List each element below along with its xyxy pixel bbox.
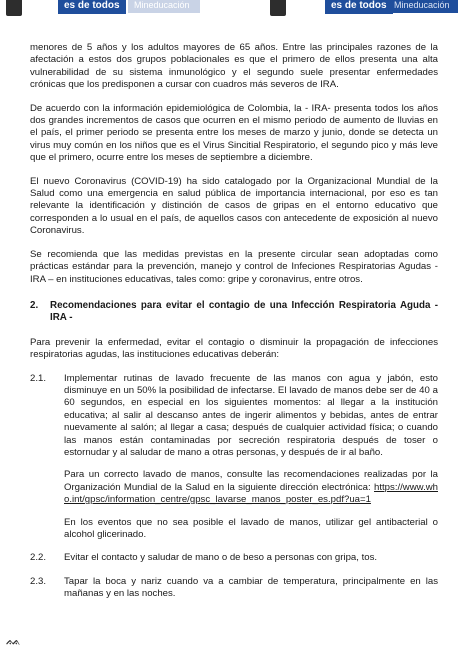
item-body [64, 552, 438, 564]
item-number: 2.2. [30, 552, 47, 564]
item-body [64, 373, 438, 542]
section-number: 2. [30, 299, 39, 311]
coat-of-arms-logo-right [270, 0, 286, 16]
section-intro: Para prevenir la enfermedad, evitar el contagio o disminuir la propagación de infecciones respiratorias agudas, las instituciones educativas deberán: [30, 336, 438, 361]
document-body [30, 42, 438, 612]
item-number: 2.1. [30, 372, 47, 384]
section-heading [30, 300, 438, 325]
item-text: Implementar rutinas de lavado frecuente de las manos con agua y jabón, esto disminuye en un 50% la posibilidad de infectarse. El lavado de manos debe ser de 40 a 60 segundos, en especial en los siguientes momentos: al llegar a la institución educativa; al salir al descanso antes de ingerir alimentos y bebidas, antes de entrar nuevamente al salón; al llegar a casa; después de cualquier actividad física; o cuando las manos están contaminadas por secreción respiratoria después de toser o estornudar y al saludar de mano a otras personas, y después de ir al baño. [64, 372, 438, 458]
who-handwashing-link[interactable]: https://www.who.int/gpsc/information_centre/gpsc_lavarse_manos_poster_es.pdf?ua=1 [64, 481, 438, 506]
item-text: Tapar la boca y nariz cuando va a cambiar de temperatura, principalmente en las mañanas y en las noches. [64, 575, 438, 600]
paragraph: De acuerdo con la información epidemiológica de Colombia, la - IRA- presenta todos los años dos grandes incrementos de casos que ocurren en el mismo periodo de aumento de lluvias en el país, el primer periodo se presenta entre los meses de marzo y junio, donde se detecta un virus muy común en los niños que es el Virus Sincitial Respiratorio, el segundo pico y más leve que el primero, ocurre entre los meses de septiembre a diciembre. [30, 102, 438, 164]
item-body [64, 576, 438, 601]
list-item [30, 373, 438, 542]
item-text: Evitar el contacto y saludar de mano o de beso a personas con gripa, tos. [64, 552, 378, 564]
section-title: Recomendaciones para evitar el contagio de una Infección Respiratoria Aguda - IRA - [50, 299, 438, 324]
list-item [30, 576, 438, 601]
brand-banner-left: es de todos [58, 0, 126, 14]
document-header [0, 0, 460, 18]
item-number: 2.3. [30, 575, 47, 587]
list-item [30, 552, 438, 564]
page-corner-mark: ᨐ [6, 633, 22, 648]
ministry-banner-right: Mineducación [388, 0, 458, 13]
brand-banner-right: es de todos [325, 0, 393, 14]
item-text [64, 469, 438, 506]
paragraph: El nuevo Coronavirus (COVID-19) ha sido catalogado por la Organizacional Mundial de la Salud como una emergencia en salud pública de importancia internacional, por eso es tan relevante la identificación y distinción de casos de gripas en el entorno educativo que corresponden a lo usual en el país, de aquellos casos con antecedente de exposición al nuevo Coronavirus. [30, 175, 438, 237]
paragraph: Se recomienda que las medidas previstas en la presente circular sean adoptadas como prácticas estándar para la prevención, manejo y control de Infeciones Respiratorias Agudas - IRA – en instituciones educativas, tales como: gripe y coronavirus, entre otros. [30, 248, 438, 285]
coat-of-arms-logo [6, 0, 22, 16]
paragraph: menores de 5 años y los adultos mayores de 65 años. Entre las principales razones de la afectación a estos dos grupos poblacionales es que el primero de ellos presenta una alta vulnerabilidad de su sistema inmunológico y el segundo suele presentar enfermedades crónicas que los predisponen a cursar con cuadros más severos de IRA. [30, 42, 438, 91]
item-link-intro: Para un correcto lavado de manos, consulte las recomendaciones realizadas por la Organización Mundial de la Salud en la siguiente dirección electrónica: [64, 469, 438, 493]
item-text: En los eventos que no sea posible el lavado de manos, utilizar gel antibacterial o alcohol glicerinado. [64, 516, 438, 540]
ministry-banner-left: Mineducación [128, 0, 200, 13]
